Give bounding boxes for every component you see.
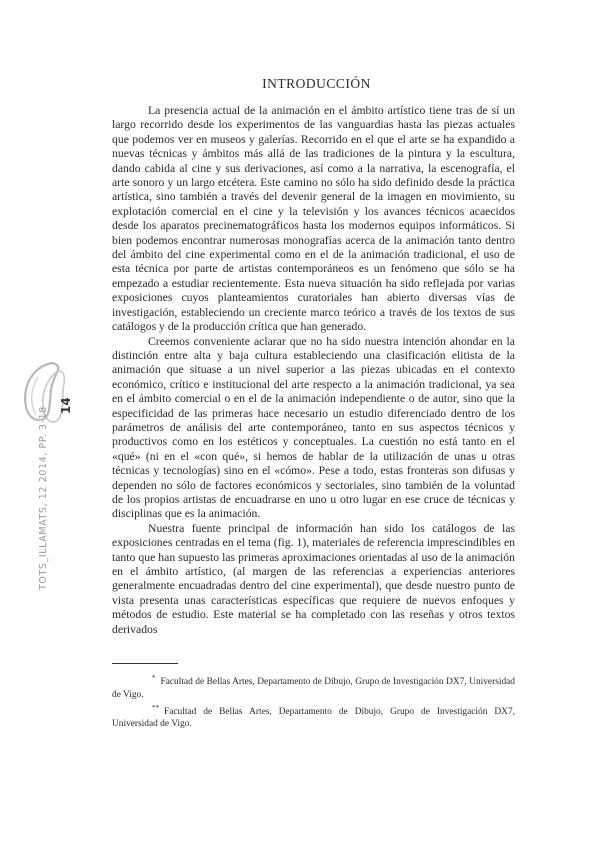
body-text	[112, 104, 515, 637]
footnote	[112, 702, 515, 731]
footnotes	[112, 672, 515, 732]
paragraph: Creemos conveniente aclarar que no ha sido nuestra intención ahondar en la distinción entre alta y baja cultura estableciendo una clasificación elitista de la animación que situase a un nivel superior a las piezas ubicadas en el contexto económico, crítico e institucional del arte respecto a la animación tradicional, ya sea en el ámbito comercial o en el de la animación independiente o de autor, sino que la especificidad de las primeras hace necesario un estudio diferenciado dentro de los parámetros de análisis del arte contemporáneo, tanto en sus aspectos técnicos y productivos como en los estéticos y conceptuales. La cuestión no está tanto en el «qué» (ni en el «con qué», si hemos de hablar de la utilización de unas u otras técnicas y tecnologías) sino en el «cómo». Pese a todo, estas fronteras son difusas y dependen no sólo de factores económicos y sectoriales, sino también de la voluntad de los propios artistas de encuadrarse en uno u otro lugar en ese cruce de técnicas y disciplinas que es la animación.	[112, 334, 515, 521]
footnote-mark: **	[152, 703, 159, 712]
footnote-divider	[112, 663, 178, 664]
section-heading: INTRODUCCIÓN	[262, 76, 371, 91]
paragraph: La presencia actual de la animación en el ámbito artístico tiene tras de sí un largo recorrido desde los experimentos de las vanguardias hasta las piezas actuales que podemos ver en museos y galerías. Recorrido en el que el arte se ha expandido a nuevas técnicas y ámbitos más allá de las tradiciones de la pintura y la escultura, dando cabida al cine y sus derivaciones, así como a la narrativa, la escenografía, el arte sonoro y un largo etcétera. Este camino no sólo ha sido definido desde la práctica artística, sino también a través del devenir general de la imagen en movimiento, su explotación comercial en el cine y la televisión y los avances técnicos acaecidos desde los aparatos precinematográficos hasta los modernos equipos informáticos. Si bien podemos encontrar numerosas monografías acerca de la animación tanto dentro del ámbito del cine experimental como en el de la animación tradicional, el uso de esta técnica por parte de artistas contemporáneos es un fenómeno que sólo se ha empezado a estudiar recientemente. Esta nueva situación ha sido reflejada por varias exposiciones cuyos planteamientos curatoriales han abierto diversas vías de investigación, estableciendo un creciente marco teórico a través de los textos de sus catálogos y de la producción crítica que han generado.	[112, 104, 515, 334]
footnote	[112, 672, 515, 701]
page-number: 14	[59, 397, 73, 414]
footnote-text: Facultad de Bellas Artes, Departamento de Dibujo, Grupo de Investigación DX7, Universidad de Vigo.	[112, 707, 515, 730]
journal-running-head: TOTS_ILLAMATS, 12 2014, PP. 3-18	[38, 406, 49, 590]
footnote-mark: *	[152, 674, 156, 682]
paragraph: Nuestra fuente principal de información han sido los catálogos de las exposiciones centradas en el tema (fig. 1), materiales de referencia imprescindibles en tanto que han supuesto las primeras aproximaciones orientadas al uso de la animación en el ámbito artístico, (al margen de las referencias a experiencias anteriores generalmente encuadradas dentro del cine experimental), que desde nuestro punto de vista presenta unas características específicas que requiere de nuevos enfoques y métodos de estudio. Este material se ha completado con las reseñas y otros textos derivados	[112, 521, 515, 636]
footnote-text: Facultad de Bellas Artes, Departamento de Dibujo, Grupo de Investigación DX7, Universidad de Vigo.	[112, 677, 515, 700]
